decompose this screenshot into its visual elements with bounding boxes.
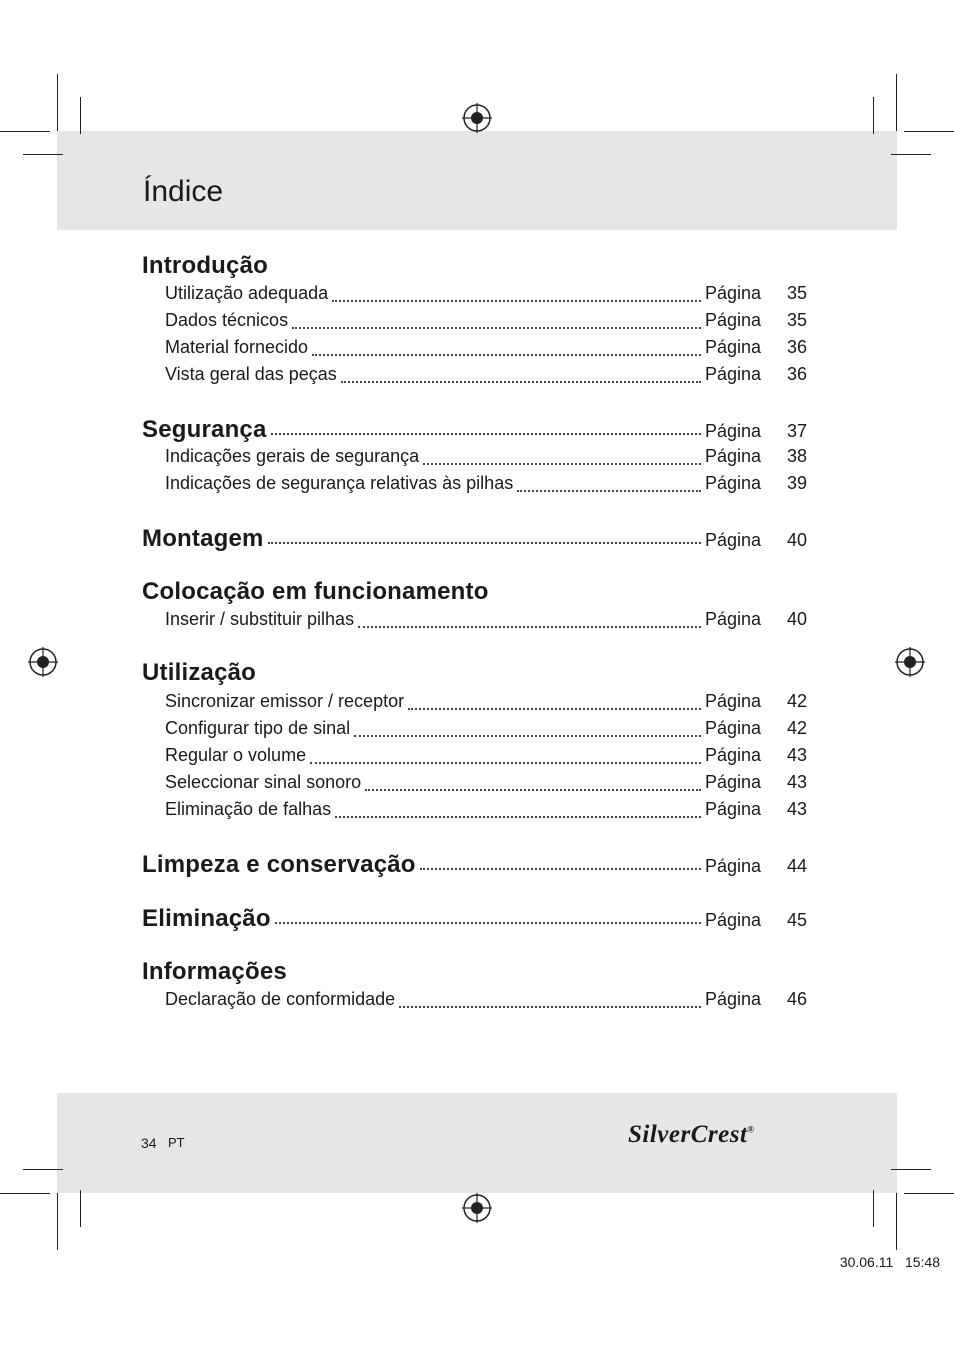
page-word: Página (705, 910, 762, 930)
page-number: 42 (786, 718, 807, 738)
page-word: Página (705, 989, 762, 1009)
dot-leader (354, 735, 701, 737)
dot-leader (408, 708, 701, 710)
page-word: Página (705, 772, 762, 792)
dot-leader (292, 327, 701, 329)
dot-leader (423, 463, 701, 465)
section-title-colocacao: Colocação em funcionamento (142, 578, 489, 605)
toc-entry[interactable] (165, 337, 807, 361)
toc-entry[interactable] (165, 446, 807, 470)
toc-entry-label: Material fornecido (165, 337, 309, 357)
toc-section-entry[interactable] (142, 905, 807, 932)
toc-entry-label: Configurar tipo de sinal (165, 718, 351, 738)
page-word: Página (705, 421, 762, 441)
dot-leader (420, 868, 701, 870)
section-title-introducao: Introdução (142, 252, 268, 279)
crop-mark (80, 1190, 81, 1227)
page-word: Página (705, 283, 762, 303)
toc-entry[interactable] (165, 364, 807, 388)
dot-leader (275, 922, 701, 924)
section-title-montagem: Montagem (142, 525, 264, 552)
section-title-limpeza: Limpeza e conservação (142, 851, 416, 878)
crop-mark (873, 97, 874, 134)
page-number: 40 (786, 530, 807, 550)
page-word: Página (705, 745, 762, 765)
toc-entry[interactable] (165, 718, 807, 742)
page-word: Página (705, 799, 762, 819)
dot-leader (268, 542, 701, 544)
page-number: 42 (786, 691, 807, 711)
print-timestamp (840, 1254, 940, 1270)
crosshair-circle-icon (462, 1193, 492, 1223)
crop-mark (57, 74, 58, 131)
crop-mark (896, 1193, 897, 1250)
dot-leader (310, 762, 701, 764)
footer-page-number: 34 (141, 1135, 157, 1151)
page-word: Página (705, 446, 762, 466)
page-title: Índice (143, 175, 224, 208)
crosshair-circle-icon (895, 647, 925, 677)
page-word: Página (705, 364, 762, 384)
toc-section-entry[interactable] (142, 851, 807, 878)
toc-entry-label: Inserir / substituir pilhas (165, 609, 355, 629)
page-number: 38 (786, 446, 807, 466)
toc-entry-label: Declaração de conformidade (165, 989, 396, 1009)
dot-leader (399, 1006, 701, 1008)
dot-leader (358, 626, 701, 628)
dot-leader (341, 381, 701, 383)
section-title-informacoes: Informações (142, 958, 287, 985)
toc-entry[interactable] (165, 745, 807, 769)
dot-leader (332, 300, 701, 302)
dot-leader (517, 490, 701, 492)
page-word: Página (705, 473, 762, 493)
toc-entry-label: Sincronizar emissor / receptor (165, 691, 405, 711)
crosshair-circle-icon (462, 103, 492, 133)
page-number: 36 (786, 364, 807, 384)
toc-entry-label: Seleccionar sinal sonoro (165, 772, 362, 792)
crop-mark (873, 1190, 874, 1227)
page-word: Página (705, 718, 762, 738)
page-number: 36 (786, 337, 807, 357)
brand-logo (628, 1121, 814, 1153)
page-number: 43 (786, 772, 807, 792)
toc-entry-label: Indicações de segurança relativas às pilhas (165, 473, 514, 493)
toc-entry-label: Utilização adequada (165, 283, 329, 303)
dot-leader (312, 354, 701, 356)
toc-entry[interactable] (165, 310, 807, 334)
page-number: 44 (786, 856, 807, 876)
page-word: Página (705, 856, 762, 876)
crop-mark (904, 131, 954, 132)
dot-leader (271, 433, 701, 435)
page-word: Página (705, 337, 762, 357)
page-number: 35 (786, 283, 807, 303)
section-title-seguranca: Segurança (142, 416, 267, 443)
crop-mark (23, 1169, 63, 1170)
dot-leader (365, 789, 701, 791)
footer-language: PT (168, 1135, 185, 1150)
page-number: 40 (786, 609, 807, 629)
toc-entry-label: Vista geral das peças (165, 364, 337, 384)
crop-mark (904, 1193, 954, 1194)
crop-mark (80, 97, 81, 134)
toc-entry[interactable] (165, 609, 807, 633)
crop-mark (57, 1193, 58, 1250)
toc-section-entry[interactable] (142, 416, 807, 443)
page-number: 45 (786, 910, 807, 930)
page-word: Página (705, 530, 762, 550)
toc-section-entry[interactable] (142, 525, 807, 552)
toc-entry[interactable] (165, 473, 807, 497)
crop-mark (896, 74, 897, 131)
crop-mark (0, 131, 50, 132)
toc-entry-label: Dados técnicos (165, 310, 289, 330)
dot-leader (335, 816, 701, 818)
crop-mark (891, 154, 931, 155)
toc-entry[interactable] (165, 799, 807, 823)
registered-mark: ® (747, 1124, 755, 1135)
toc-entry-label: Eliminação de falhas (165, 799, 332, 819)
toc-entry-label: Regular o volume (165, 745, 307, 765)
print-time: 15:48 (904, 1254, 940, 1270)
toc-entry-label: Indicações gerais de segurança (165, 446, 420, 466)
toc-entry[interactable] (165, 772, 807, 796)
print-date: 30.06.11 (839, 1254, 894, 1270)
toc-entry[interactable] (165, 283, 807, 307)
page-number: 43 (786, 799, 807, 819)
page-number: 46 (786, 989, 807, 1009)
page-number: 39 (786, 473, 807, 493)
page-number: 35 (786, 310, 807, 330)
page-number: 43 (786, 745, 807, 765)
page-number: 37 (786, 421, 807, 441)
toc-entry[interactable] (165, 691, 807, 715)
toc-entry[interactable] (165, 989, 807, 1013)
crosshair-circle-icon (28, 647, 58, 677)
page-word: Página (705, 310, 762, 330)
page-word: Página (705, 609, 762, 629)
section-title-utilizacao: Utilização (142, 659, 257, 686)
page-word: Página (705, 691, 762, 711)
section-title-eliminacao: Eliminação (142, 905, 271, 932)
crop-mark (23, 154, 63, 155)
crop-mark (891, 1169, 931, 1170)
brand-name: SilverCrest (628, 1121, 748, 1148)
crop-mark (0, 1193, 50, 1194)
